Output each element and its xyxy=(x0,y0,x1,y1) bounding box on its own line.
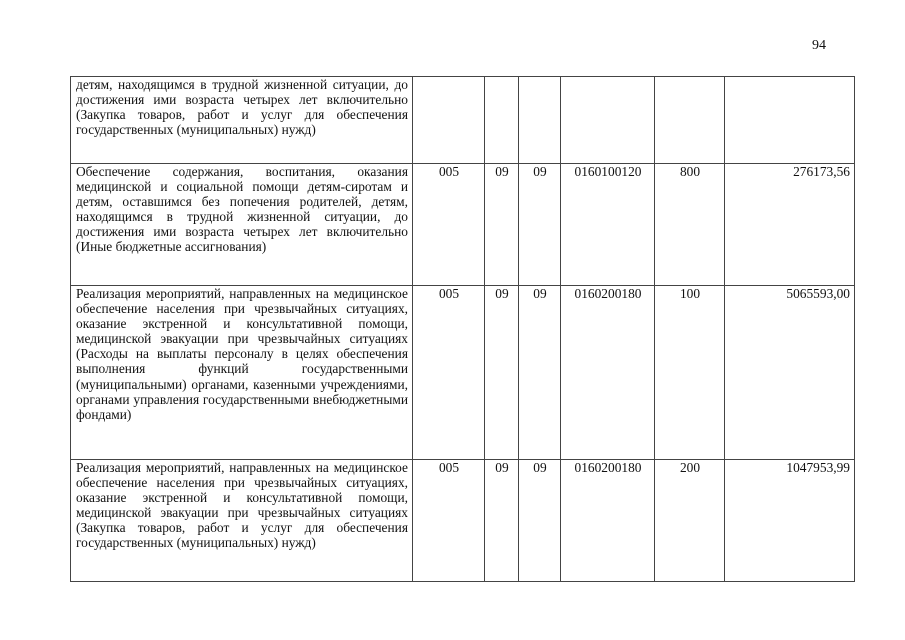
row-description: Реализация мероприятий, направленных на медицинское обеспечение населения при чрезвычайных ситуациях, оказание экстренной и консультативной помощи, медицинской эвакуации при чрезвычайных ситуациях (Расходы на выплаты персоналу в целях обеспечения выполнения функций государственными (муниципальными) органами, казенными учреждениями, органами управления государственными внебюджетными фондами) xyxy=(71,286,413,460)
expense-type-code: 100 xyxy=(655,286,725,460)
page-number: 94 xyxy=(812,38,826,53)
ministry-code: 005 xyxy=(413,164,485,286)
table-row xyxy=(71,77,855,164)
section-code: 09 xyxy=(485,286,519,460)
amount-value: 5065593,00 xyxy=(725,286,855,460)
amount-value: 1047953,99 xyxy=(725,460,855,582)
amount-value: 276173,56 xyxy=(725,164,855,286)
subsection-code: 09 xyxy=(519,164,561,286)
section-code: 09 xyxy=(485,460,519,582)
section-code: 09 xyxy=(485,164,519,286)
budget-table xyxy=(70,76,855,582)
target-article-code: 0160200180 xyxy=(561,286,655,460)
section-code xyxy=(485,77,519,164)
subsection-code: 09 xyxy=(519,286,561,460)
subsection-code: 09 xyxy=(519,460,561,582)
ministry-code: 005 xyxy=(413,286,485,460)
target-article-code: 0160200180 xyxy=(561,460,655,582)
target-article-code: 0160100120 xyxy=(561,164,655,286)
expense-type-code xyxy=(655,77,725,164)
table-row xyxy=(71,286,855,460)
ministry-code: 005 xyxy=(413,460,485,582)
target-article-code xyxy=(561,77,655,164)
row-description: Обеспечение содержания, воспитания, оказания медицинской и социальной помощи детям-сиротам и детям, оставшимся без попечения родителей, детям, находящимся в трудной жизненной ситуации, до достижения ими возраста четырех лет включительно (Иные бюджетные ассигнования) xyxy=(71,164,413,286)
subsection-code xyxy=(519,77,561,164)
row-description: Реализация мероприятий, направленных на медицинское обеспечение населения при чрезвычайных ситуациях, оказание экстренной и консультативной помощи, медицинской эвакуации при чрезвычайных ситуациях (Закупка товаров, работ и услуг для обеспечения государственных (муниципальных) нужд) xyxy=(71,460,413,582)
expense-type-code: 200 xyxy=(655,460,725,582)
row-description: детям, находящимся в трудной жизненной ситуации, до достижения ими возраста четырех лет включительно (Закупка товаров, работ и услуг для обеспечения государственных (муниципальных) нужд) xyxy=(71,77,413,164)
ministry-code xyxy=(413,77,485,164)
amount-value xyxy=(725,77,855,164)
expense-type-code: 800 xyxy=(655,164,725,286)
table-row xyxy=(71,460,855,582)
table-row xyxy=(71,164,855,286)
